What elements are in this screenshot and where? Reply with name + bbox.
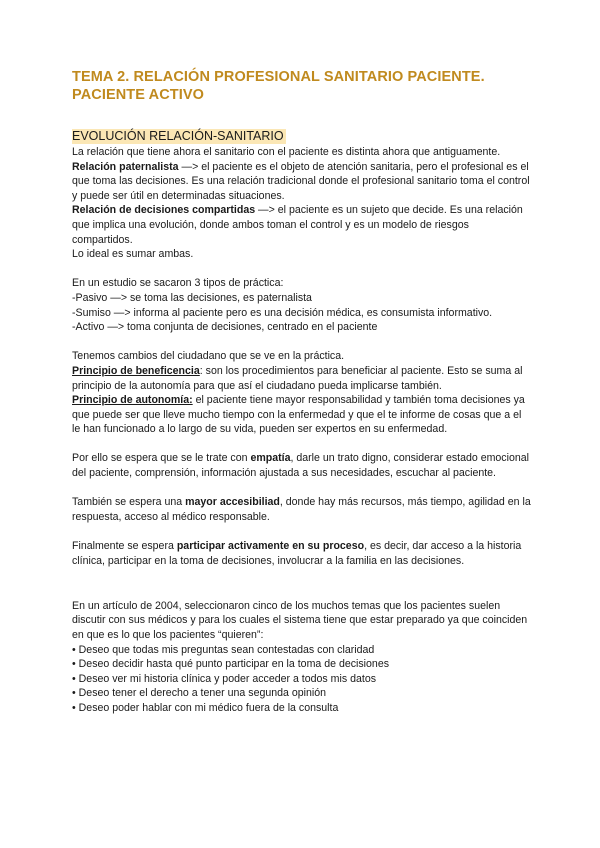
empatia-term: empatía <box>250 452 291 465</box>
autonomia-term: Principio de autonomía: <box>72 394 193 407</box>
list-item: • Deseo poder hablar con mi médico fuera de la consulta <box>72 701 339 714</box>
spacer <box>72 568 532 583</box>
list-item: • Deseo decidir hasta qué punto participar en la toma de decisiones <box>72 658 390 671</box>
practica-item: -Sumiso —> informa al paciente pero es una decisión médica, es consumista informativo. <box>72 306 493 319</box>
beneficencia-term: Principio de beneficencia <box>72 364 200 377</box>
autonomia-paragraph <box>72 393 532 437</box>
articulo-paragraph: En un artículo de 2004, seleccionaron cinco de los muchos temas que los pacientes suelen discutir con sus médicos y para los cuales el sistema tiene que estar preparado ya que coinciden en que es lo que los pacientes “quieren”: <box>72 599 528 641</box>
accesibilidad-term: mayor accesibiliad <box>185 496 280 509</box>
accesibilidad-paragraph <box>72 495 532 524</box>
empatia-before: Por ello se espera que se le trate con <box>72 452 251 465</box>
participar-before: Finalmente se espera <box>72 540 177 553</box>
intro-paragraph: La relación que tiene ahora el sanitario con el paciente es distinta ahora que antiguamente. <box>72 146 501 158</box>
section-heading: EVOLUCIÓN RELACIÓN-SANITARIO <box>72 129 284 143</box>
compartidas-term: Relación de decisiones compartidas <box>72 204 256 217</box>
ideal-paragraph: Lo ideal es sumar ambas. <box>72 248 194 261</box>
accesibilidad-after: , donde hay más recursos, más tiempo, agilidad en la respuesta, acceso al médico responsable. <box>72 496 531 523</box>
spacer <box>72 583 532 599</box>
compartidas-text: —> el paciente es un sujeto que decide. Es una relación que implica una evolución, donde ambos toman el control y es un modelo de riesgos compartidos. <box>72 204 523 246</box>
document-title: TEMA 2. RELACIÓN PROFESIONAL SANITARIO PACIENTE. PACIENTE ACTIVO <box>72 69 485 103</box>
spacer <box>72 437 532 452</box>
paternalista-paragraph <box>72 160 532 204</box>
beneficencia-text: : son los procedimientos para beneficiar al paciente. Esto se suma al principio de la autonomía para que así el ciudadano pueda implicarse también. <box>72 364 523 392</box>
document-page <box>72 68 532 716</box>
empatia-after: , darle un trato digno, considerar estado emocional del paciente, comprensión, información ajustada a sus necesidades, escuchar al paciente. <box>72 452 529 480</box>
spacer <box>72 481 532 496</box>
list-item: • Deseo que todas mis preguntas sean contestadas con claridad <box>72 643 375 656</box>
spacer <box>72 262 532 277</box>
section-heading-wrap <box>72 127 532 145</box>
spacer <box>72 524 532 539</box>
spacer <box>72 335 532 350</box>
practica-item: -Activo —> toma conjunta de decisiones, centrado en el paciente <box>72 321 378 334</box>
list-item: • Deseo ver mi historia clínica y poder acceder a todos mis datos <box>72 672 377 685</box>
accesibilidad-before: También se espera una <box>72 496 186 509</box>
cambios-paragraph: Tenemos cambios del ciudadano que se ve en la práctica. <box>72 350 345 363</box>
estudio-intro: En un estudio se sacaron 3 tipos de práctica: <box>72 277 284 290</box>
empatia-paragraph <box>72 451 532 480</box>
list-item: • Deseo tener el derecho a tener una segunda opinión <box>72 687 327 700</box>
paternalista-text: —> el paciente es el objeto de atención sanitaria, pero el profesional es el que toma las decisiones. Es una relación tradicional donde el profesional sanitario toma el control y puede ser útil en determinadas situaciones. <box>72 160 530 202</box>
deseos-list <box>72 643 532 716</box>
paternalista-term: Relación paternalista <box>72 160 179 173</box>
practica-item: -Pasivo —> se toma las decisiones, es paternalista <box>72 291 312 304</box>
compartidas-paragraph <box>72 203 532 247</box>
beneficencia-paragraph <box>72 364 532 393</box>
autonomia-text: el paciente tiene mayor responsabilidad y también toma decisiones ya que puede ser que lleve mucho tiempo con la enfermedad y que el te informe de cosas que a el le han funcionado a lo largo de su vida, pueden ser expertos en su enfermedad. <box>72 394 525 436</box>
participar-paragraph <box>72 539 532 568</box>
participar-term: participar activamente en su proceso <box>176 540 365 553</box>
participar-after: , es decir, dar acceso a la historia clínica, participar en la toma de decisiones, involucrar a la familia en las decisiones. <box>72 540 522 567</box>
